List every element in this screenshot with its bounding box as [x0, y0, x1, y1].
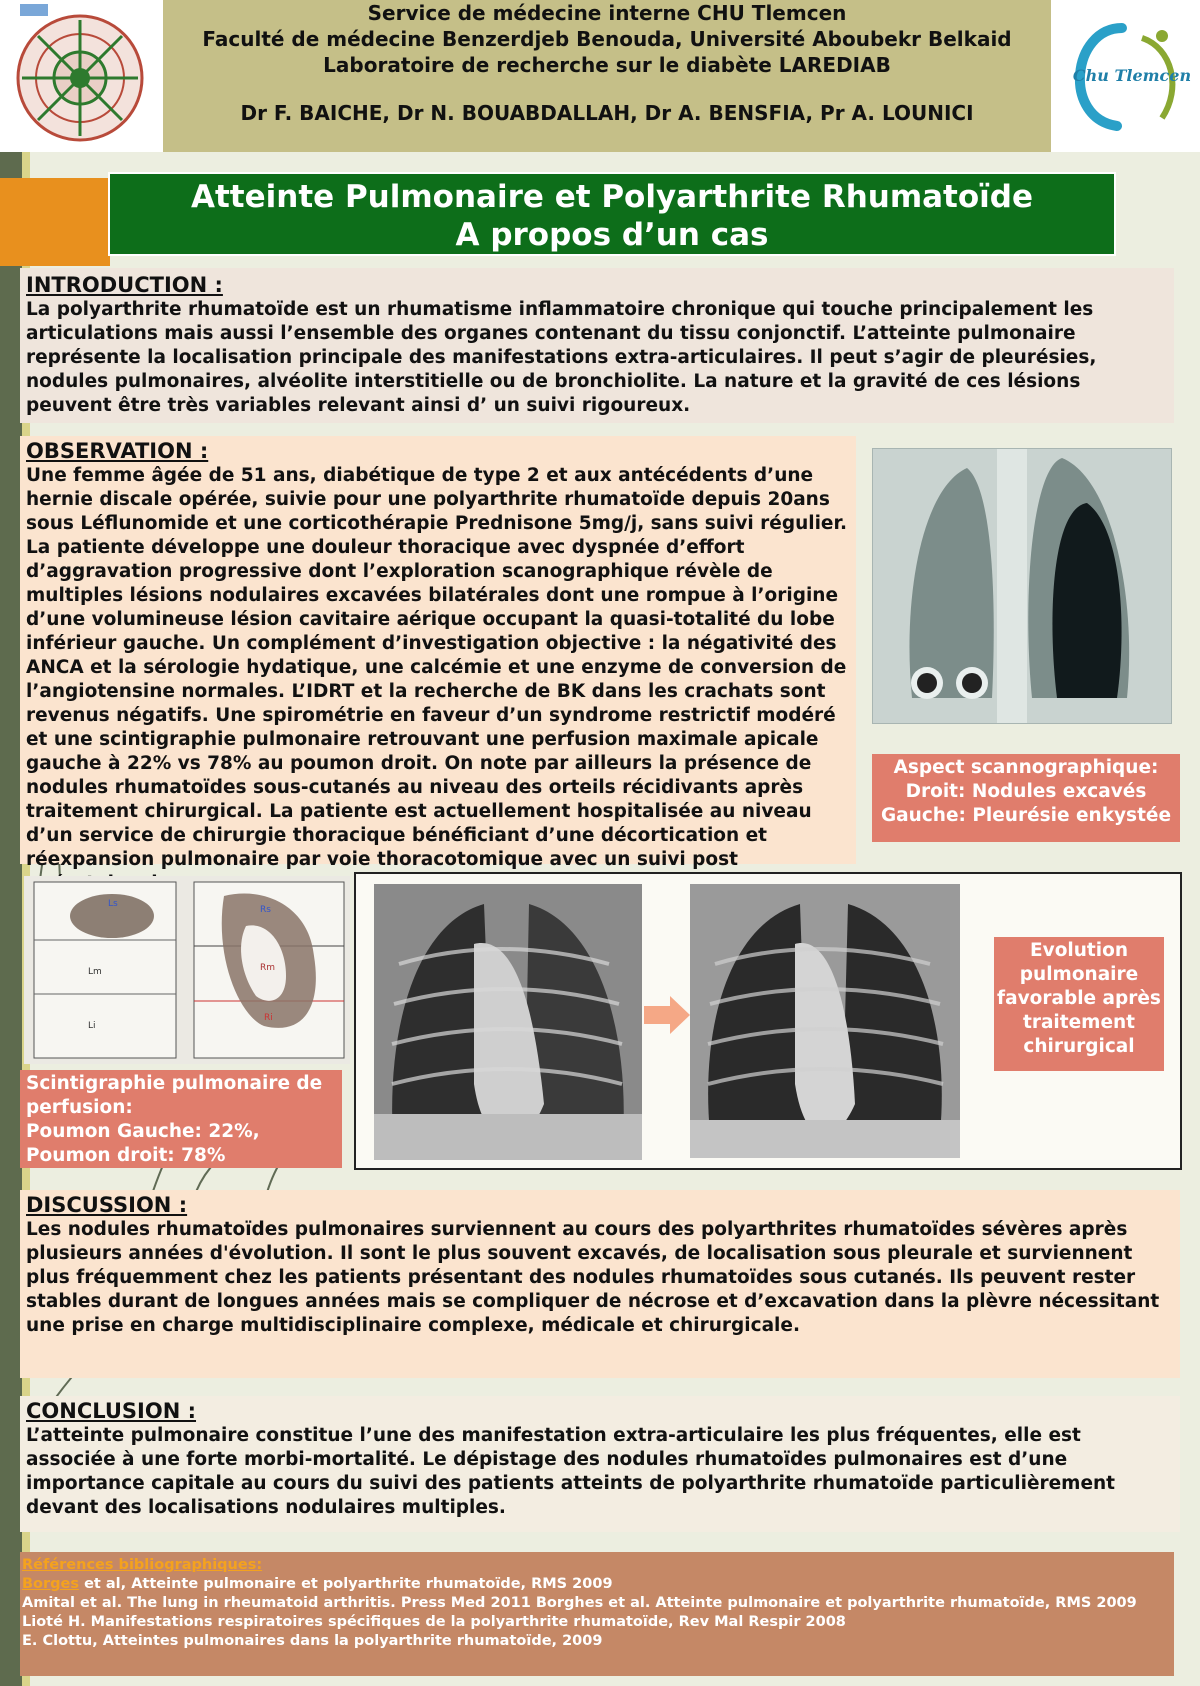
references-heading: Références bibliographiques:: [22, 1557, 263, 1573]
observation-heading: OBSERVATION :: [26, 439, 209, 463]
ct-caption-line-1: Aspect scannographique:: [893, 757, 1159, 778]
title-line-2: A propos d’un cas: [455, 217, 769, 253]
evolution-caption: Evolution pulmonaire favorable après traitement chirurgical: [994, 937, 1164, 1071]
observation-body: Une femme âgée de 51 ans, diabétique de type 2 et aux antécédents d’une hernie discale opérée, suivie pour une polyarthrite rhumatoïde depuis 20ans sous Léflunomide et une corticothérapie Prednisone 5mg/j, sans suivi régulier. La patiente développe une douleur thoracique avec dyspnée d’effort d’aggravation progressive dont l’exploration scanographique révèle de multiples lésions nodulaires excavées bilatérales dont une rompue à l’origine d’une volumineuse lésion cavitaire aérique occupant la quasi-totalité du lobe inférieur gauche. Un complément d’investigation objective : la négativité des ANCA et la sérologie hydatique, une calcémie et une enzyme de conversion de l’angiotensine normales. L’IDRT et la recherche de BK dans les crachats sont revenus négatifs. Une spirométrie en faveur d’un syndrome restrictif modéré et une scintigraphie pulmonaire retrouvant une perfusion maximale apicale gauche à 22% vs 78% au poumon droit. On note par ailleurs la présence de nodules rhumatoïdes sous-cutanés au niveau des orteils récidivants après traitement chirurgical. La patiente est actuellement hospitalisée au niveau d’un service de chirurgie thoracique bénéficiant d’une décortication et réexpansion pulmonaire par voie thoracotomique avec un suivi post: [26, 465, 847, 870]
scintigraphy-drawing: [24, 876, 350, 1064]
university-seal-logo: [0, 0, 160, 152]
xray-after-image: [690, 884, 960, 1158]
arrow-right-icon: [642, 994, 692, 1036]
introduction-section: [20, 268, 1174, 423]
ct-scan-caption: [872, 754, 1180, 842]
introduction-heading: INTRODUCTION :: [26, 273, 223, 297]
scinti-label-li: Li: [88, 1021, 96, 1031]
conclusion-section: [20, 1396, 1180, 1532]
chu-logo-text: Chu Tlemcen: [1072, 66, 1192, 85]
introduction-body: La polyarthrite rhumatoïde est un rhumatisme inflammatoire chronique qui touche principalement les articulations mais aussi l’ensemble des organes contenant du tissu conjonctif. L’atteinte pulmonaire représente la localisation principale des manifestations extra-articulaires. Il peut s’agir de pleurésies, nodules pulmonaires, alvéolite interstitielle ou de bronchiolite. La nature et la gravité de ces lésions peuvent être très variables relevant ainsi d’ un suivi rigoureux.: [26, 299, 1097, 416]
xray-before-image: [374, 884, 642, 1160]
header-line-faculty: Faculté de médecine Benzerdjeb Benouda, Université Aboubekr Belkaid: [202, 27, 1012, 51]
scinti-label-ri: Ri: [264, 1013, 273, 1023]
conclusion-heading: CONCLUSION :: [26, 1399, 197, 1423]
reference-item-4: E. Clottu, Atteintes pulmonaires dans la polyarthrite rhumatoïde, 2009: [22, 1633, 603, 1649]
scintigraphy-caption: [20, 1070, 342, 1168]
references-section: [20, 1552, 1174, 1676]
scinti-caption-line-2: Poumon Gauche: 22%,: [26, 1121, 260, 1142]
header-line-service: Service de médecine interne CHU Tlemcen: [367, 1, 847, 25]
discussion-heading: DISCUSSION :: [26, 1193, 188, 1217]
discussion-body: Les nodules rhumatoïdes pulmonaires surviennent au cours des polyarthrites rhumatoïdes sévères après plusieurs années d'évolution. Il sont le plus souvent excavés, de localisation sous pleurale et surviennent plus fréquemment chez les patients présentant des nodules rhumatoïdes sous cutanés. Ils peuvent rester stables durant de longues années mais se compliquer de nécrose et d’excavation dans la plèvre nécessitant une prise en charge multidisciplinaire complexe, médicale et chirurgicale.: [26, 1219, 1160, 1336]
scinti-caption-line-3: Poumon droit: 78%: [26, 1145, 226, 1166]
scinti-label-rs: Rs: [260, 905, 271, 915]
reference-item-3: Lioté H. Manifestations respiratoires spécifiques de la polyarthrite rhumatoïde, Rev Mal Respir 2008: [22, 1614, 846, 1630]
ct-caption-line-2: Droit: Nodules excavés: [905, 781, 1147, 802]
observation-section: [20, 436, 856, 870]
poster-title: [108, 172, 1116, 256]
xray-before-drawing: [374, 884, 642, 1160]
scinti-label-lm: Lm: [88, 967, 102, 977]
ct-caption-line-3: Gauche: Pleurésie enkystée: [880, 805, 1172, 826]
ct-scan-image: [872, 448, 1172, 724]
xray-after-drawing: [690, 884, 960, 1158]
header-affiliations: [163, 0, 1051, 152]
discussion-section: [20, 1190, 1180, 1378]
header-line-lab: Laboratoire de recherche sur le diabète LAREDIAB: [323, 53, 891, 77]
reference-1-author: Borges: [22, 1576, 80, 1592]
conclusion-body: L’atteinte pulmonaire constitue l’une des manifestation extra-articulaire les plus fréquentes, elle est associée à une forte morbi-mortalité. Le dépistage des nodules rhumatoïdes pulmonaires est d’une importance capitale au cours du suivi des patients atteints de polyarthrite rhumatoïde particulièrement devant des localisations nodulaires multiples.: [26, 1425, 1116, 1518]
title-line-1: Atteinte Pulmonaire et Polyarthrite Rhumatoïde: [190, 179, 1034, 215]
scintigraphy-image: [24, 876, 350, 1064]
reference-1-rest: et al, Atteinte pulmonaire et polyarthrite rhumatoïde, RMS 2009: [79, 1576, 613, 1592]
reference-item-2: Amital et al. The lung in rheumatoid arthritis. Press Med 2011 Borghes et al. Atteinte pulmonaire et polyarthrite rhumatoïde, RMS 2009: [22, 1595, 1137, 1611]
orange-decor-block: [0, 178, 110, 266]
ct-scan-drawing: [872, 448, 1172, 724]
scinti-caption-line-1: Scintigraphie pulmonaire de perfusion:: [26, 1073, 323, 1118]
chu-tlemcen-logo: [1062, 8, 1196, 148]
scinti-label-ls: Ls: [108, 899, 118, 909]
scinti-label-rm: Rm: [260, 963, 276, 973]
reference-item-1: [22, 1575, 1172, 1594]
header-authors: Dr F. BAICHE, Dr N. BOUABDALLAH, Dr A. BENSFIA, Pr A. LOUNICI: [240, 101, 974, 125]
